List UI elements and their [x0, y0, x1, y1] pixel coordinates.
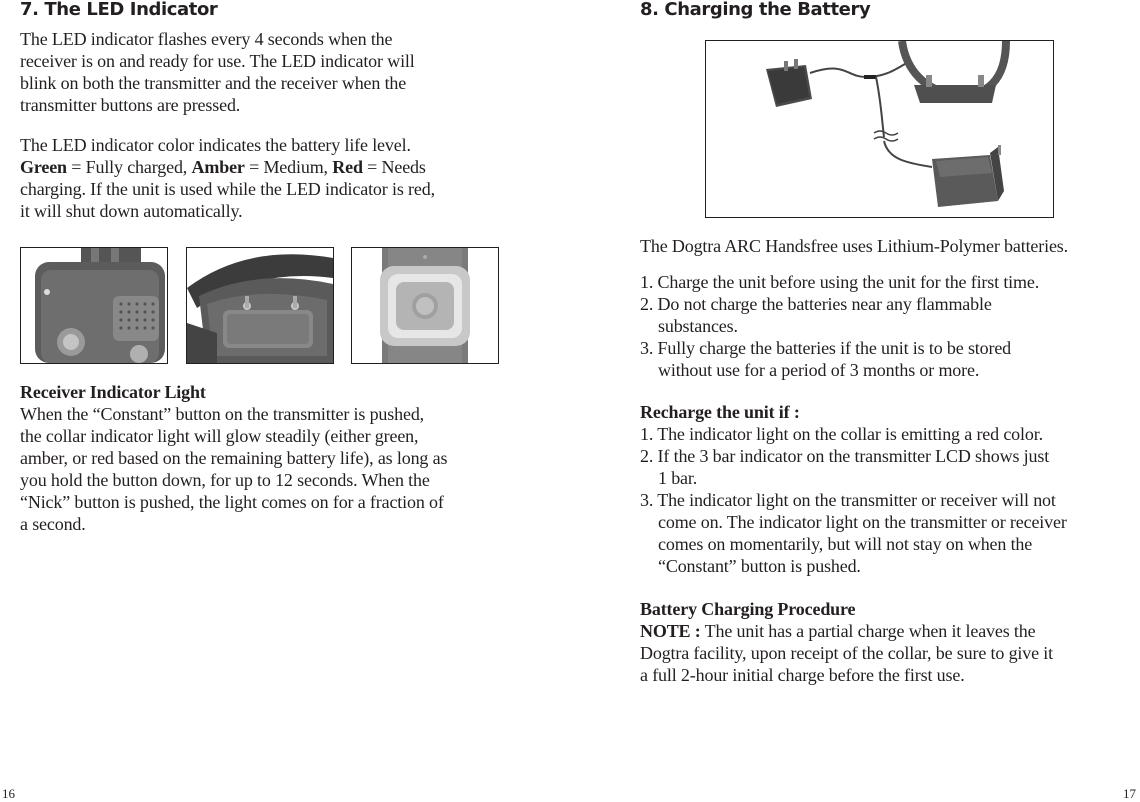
text-line: you hold the button down, for up to 12 seconds. When the: [20, 470, 430, 490]
red-text: = Needs: [362, 157, 426, 177]
led-indicator-heading: 7. The LED Indicator: [20, 0, 218, 20]
charging-battery-heading: 8. Charging the Battery: [640, 0, 871, 20]
text-line: When the “Constant” button on the transmitter is pushed,: [20, 404, 425, 424]
text-line: a full 2-hour initial charge before the first use.: [640, 665, 965, 685]
text-line: transmitter buttons are pressed.: [20, 95, 241, 115]
note-line: [640, 620, 1053, 642]
procedure-heading: Battery Charging Procedure: [640, 599, 856, 619]
list-item-continuation: comes on momentarily, but will not stay on when the: [658, 534, 1033, 554]
red-label: Red: [332, 157, 363, 177]
list-item: 3. Fully charge the batteries if the unit is to be stored: [640, 338, 1012, 358]
receiver-indicator-heading: Receiver Indicator Light: [20, 382, 206, 402]
text-line: amber, or red based on the remaining battery life), as long as: [20, 448, 448, 468]
led-intro-paragraph: [20, 28, 415, 116]
list-item: 2. If the 3 bar indicator on the transmitter LCD shows just: [640, 446, 1050, 466]
battery-type-intro: The Dogtra ARC Handsfree uses Lithium-Polymer batteries.: [640, 236, 1069, 256]
amber-label: Amber: [191, 157, 245, 177]
charging-steps: [640, 271, 1039, 381]
green-label: Green: [20, 157, 67, 177]
green-text: = Fully charged,: [66, 157, 192, 177]
note-label: NOTE :: [640, 621, 701, 641]
left-page: [0, 0, 560, 802]
text-line: a second.: [20, 514, 86, 534]
list-item: 1. Charge the unit before using the unit for the first time.: [640, 272, 1040, 292]
text-line: The LED indicator flashes every 4 seconds when the: [20, 29, 393, 49]
text-line: blink on both the transmitter and the receiver when the: [20, 73, 407, 93]
list-item-continuation: “Constant” button is pushed.: [658, 556, 861, 576]
led-window-photo: [351, 247, 499, 364]
list-item-continuation: come on. The indicator light on the transmitter or receiver: [658, 512, 1067, 532]
amber-text: = Medium,: [244, 157, 333, 177]
text-line: Dogtra facility, upon receipt of the collar, be sure to give it: [640, 643, 1054, 663]
receiver-indicator-paragraph: [20, 381, 447, 535]
list-item: 1. The indicator light on the collar is emitting a red color.: [640, 424, 1043, 444]
list-item-continuation: without use for a period of 3 months or more.: [658, 360, 980, 380]
recharge-heading: Recharge the unit if :: [640, 402, 800, 422]
note-text: The unit has a partial charge when it leaves the: [700, 621, 1036, 641]
text-line: receiver is on and ready for use. The LED indicator will: [20, 51, 415, 71]
text-line: The LED indicator color indicates the battery life level.: [20, 135, 411, 155]
list-item: 3. The indicator light on the transmitter or receiver will not: [640, 490, 1056, 510]
page-number-left: 16: [2, 786, 15, 801]
text-line: charging. If the unit is used while the LED indicator is red,: [20, 179, 435, 199]
receiver-led-photo: [20, 247, 168, 364]
charging-procedure: [640, 598, 1053, 686]
page-number-right: 17: [1123, 786, 1136, 801]
list-item-continuation: substances.: [658, 316, 738, 336]
list-item-continuation: 1 bar.: [658, 468, 698, 488]
charger-photo: [705, 40, 1054, 218]
text-line: the collar indicator light will glow steadily (either green,: [20, 426, 419, 446]
right-page: [560, 0, 1140, 802]
collar-receiver-photo: [186, 247, 334, 364]
recharge-conditions: [640, 401, 1067, 577]
color-legend-line: [20, 156, 435, 178]
text-line: it will shut down automatically.: [20, 201, 243, 221]
text-line: “Nick” button is pushed, the light comes on for a fraction of: [20, 492, 444, 512]
list-item: 2. Do not charge the batteries near any flammable: [640, 294, 992, 314]
led-color-paragraph: [20, 134, 435, 222]
